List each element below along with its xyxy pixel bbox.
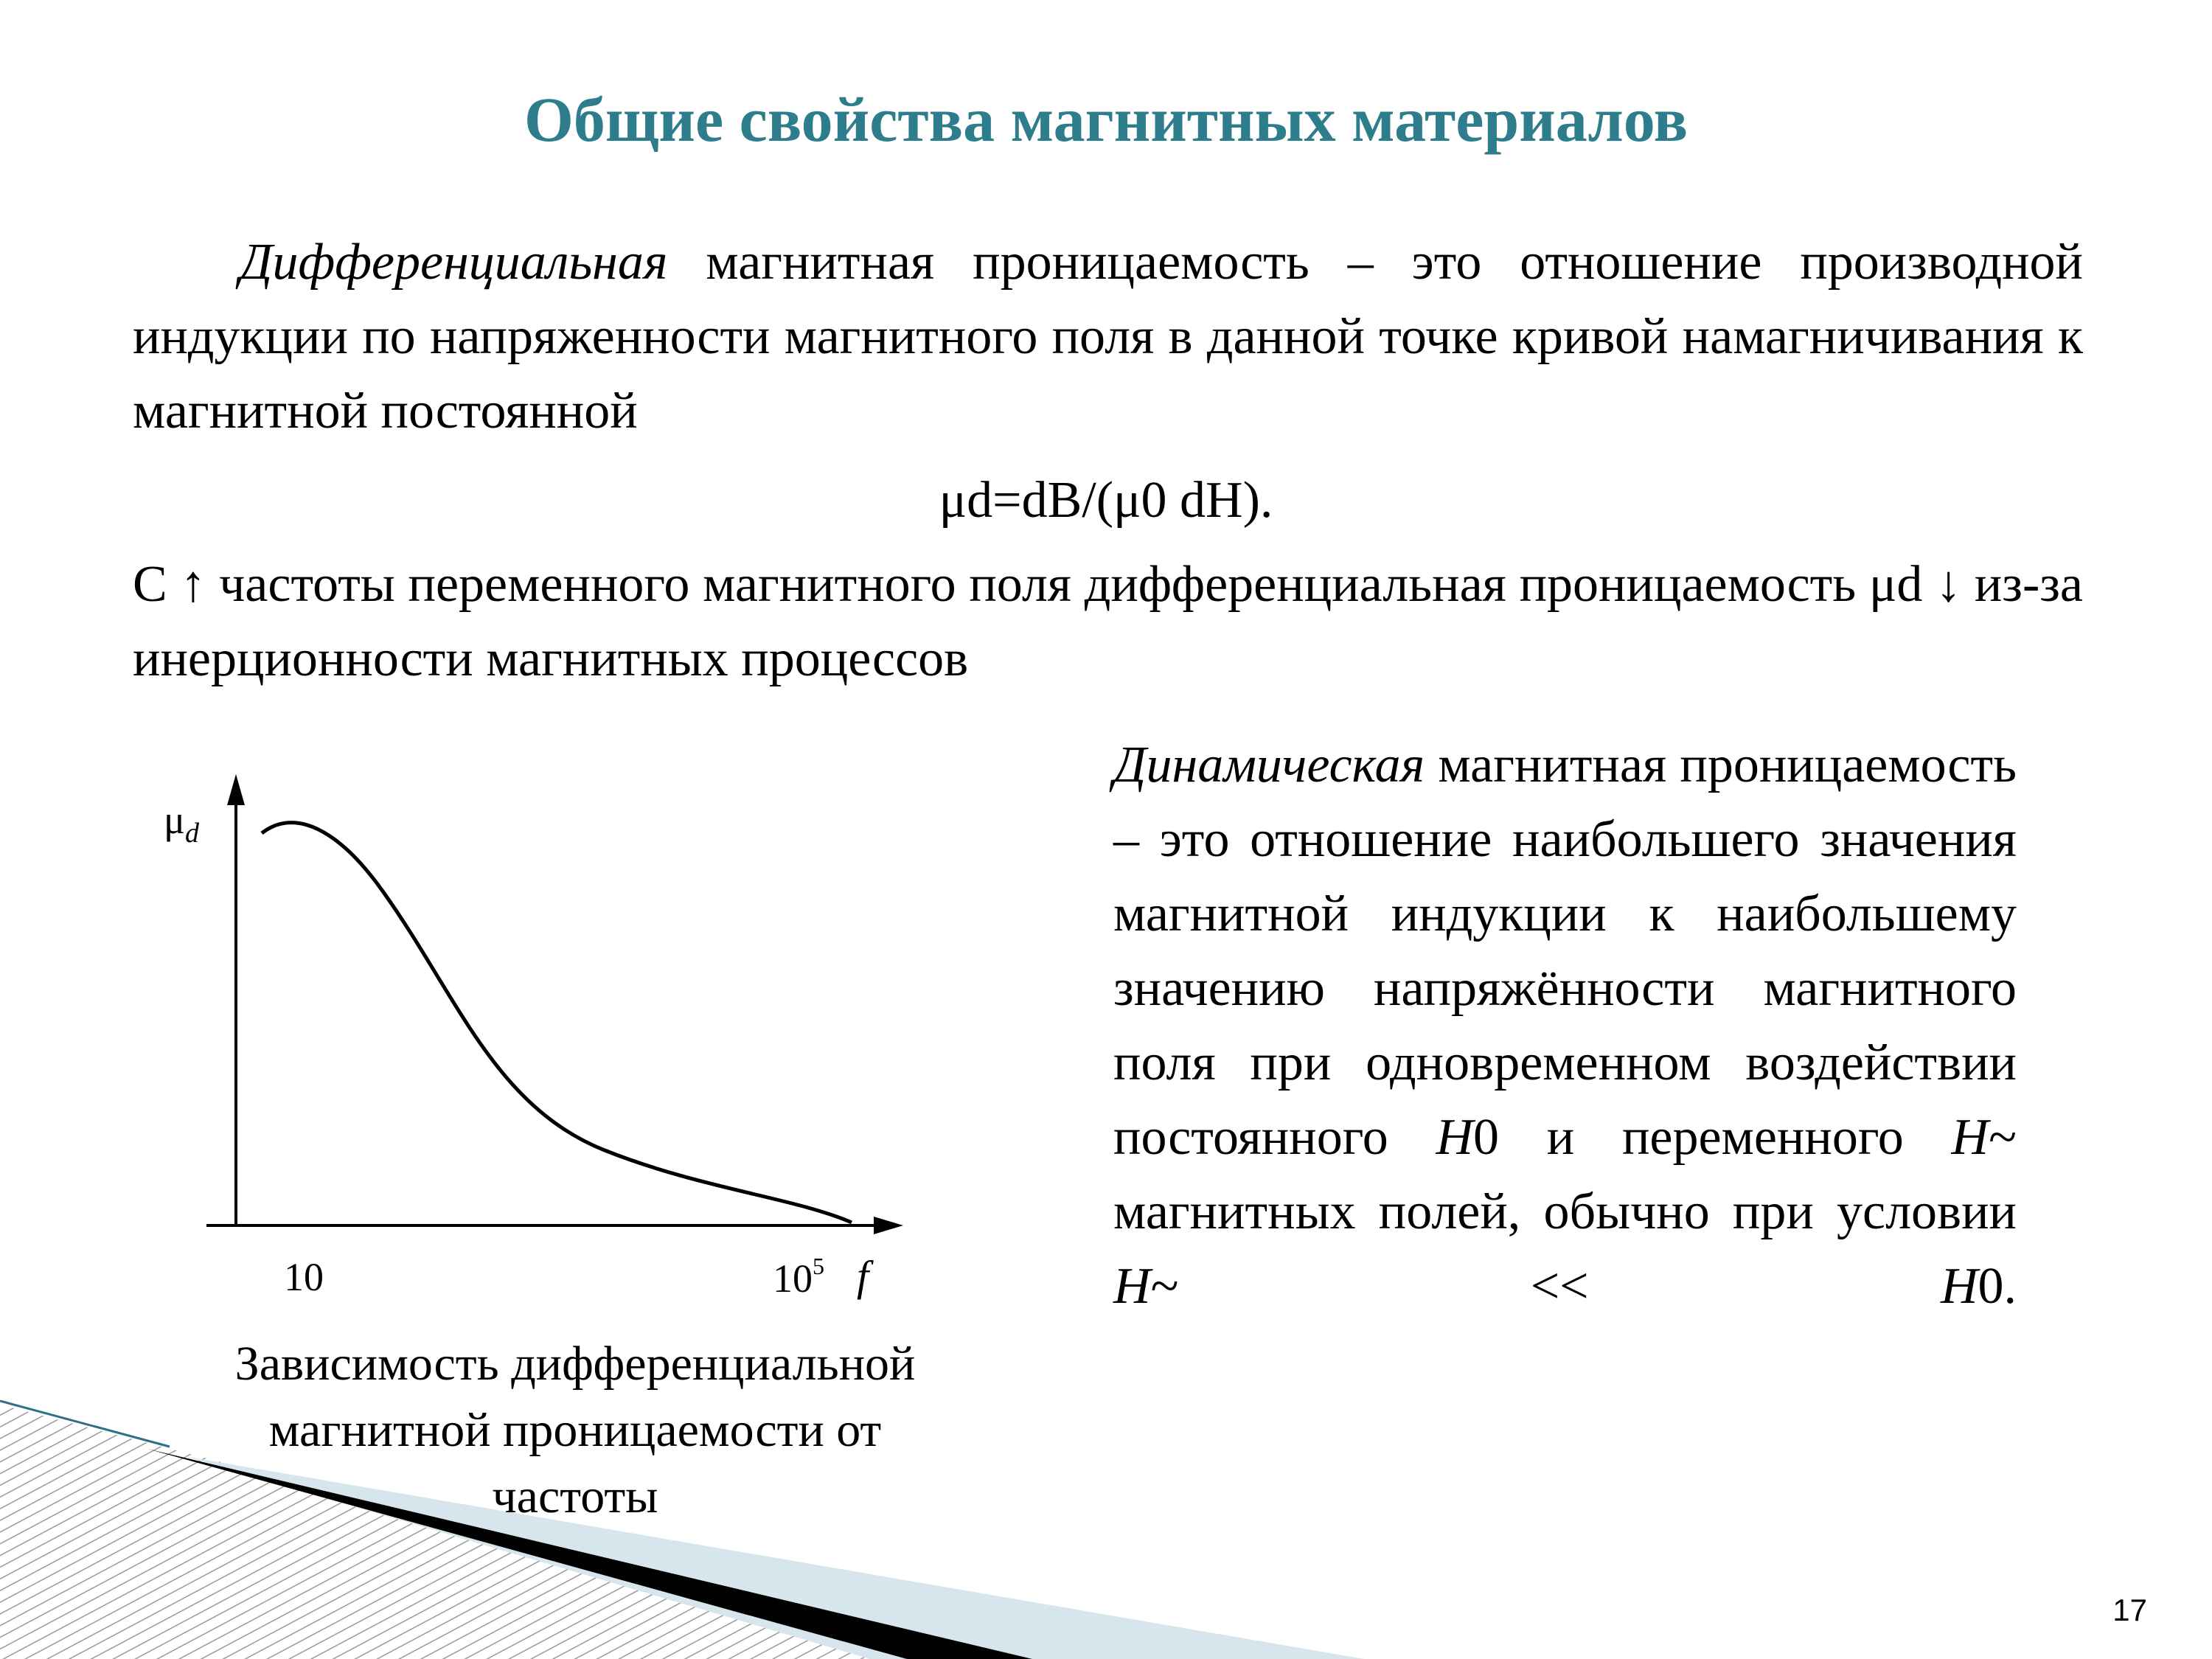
graph-caption <box>170 1331 981 1530</box>
y-axis-arrow <box>227 774 245 805</box>
permeability-curve <box>262 823 852 1222</box>
symbol-h-tilde-a: H <box>1951 1109 1989 1166</box>
term-dynamic: Динамическая <box>1113 737 1425 793</box>
term-differential: Дифференциальная <box>240 234 668 291</box>
y-axis-label: $\mu_d$ <box>164 798 199 849</box>
caption-line-2: магнитной проницаемости от <box>268 1403 882 1457</box>
x-tick-10-5: $10^5$ <box>773 1253 824 1301</box>
symbol-h-tilde-b: H <box>1113 1258 1151 1315</box>
x-axis-label: f <box>857 1252 869 1300</box>
dynamic-text-3: ~ магнитных полей, обычно при условии <box>1113 1109 2017 1240</box>
paragraph-frequency-effect: С ↑ частоты переменного магнитного поля дифференциальная проницаемость μd ↓ из-за инерционности магнитных процессов <box>133 556 2083 687</box>
x-tick-10: 10 <box>284 1255 324 1299</box>
paragraph-differential-text: магнитная проницаемость – это отношение производной индукции по напряженности магнитного поля в данной точке кривой намагничивания к магнитной постоянной <box>133 234 2083 439</box>
slide-title: Общие свойства магнитных материалов <box>524 84 1688 155</box>
caption-line-3: частоты <box>492 1470 658 1523</box>
paragraph-differential-permeability <box>133 225 2083 448</box>
symbol-h0-a: H <box>1436 1109 1473 1166</box>
caption-line-1: Зависимость дифференциальной <box>234 1337 916 1391</box>
formula: μd=dB/(μ0 dH). <box>939 472 1273 529</box>
page-number: 17 <box>2112 1593 2147 1627</box>
dynamic-text-4: ~ << <box>1150 1258 1941 1315</box>
dynamic-text-1: магнитная проницаемость – это отношение наибольшего значения магнитной индукции к наибольшему значению напряжённости магнитного поля при одновременном воздействии постоянного <box>1113 737 2017 1166</box>
dynamic-text-2: 0 и переменного <box>1473 1109 1952 1166</box>
symbol-h0-b: H <box>1940 1258 1978 1315</box>
paragraph-dynamic-permeability <box>1113 728 2017 1324</box>
dynamic-text-5: 0. <box>1978 1258 2017 1315</box>
permeability-frequency-graph <box>147 759 922 1320</box>
x-axis-arrow <box>874 1217 903 1234</box>
